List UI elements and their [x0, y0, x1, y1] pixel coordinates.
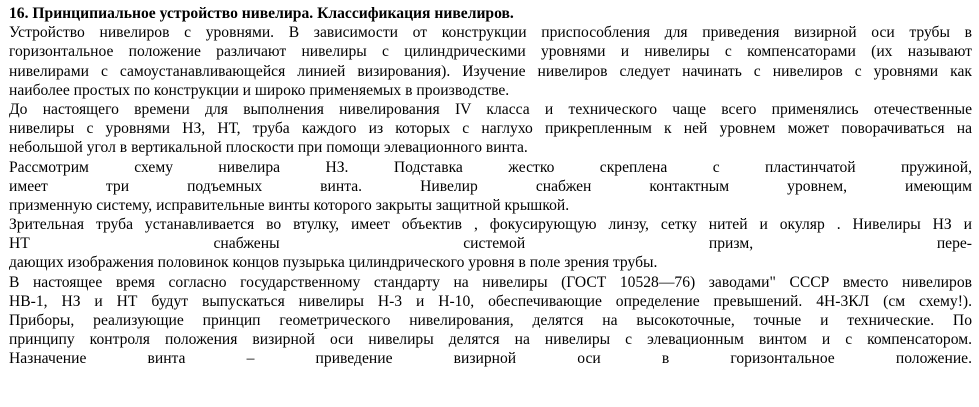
text-line: принципу контроля положения визирной оси нивелиры делятся на нивелиры с элевационным винтом и с компенсатором. — [9, 331, 972, 349]
document-body — [9, 4, 972, 369]
text-line: НТ снабжены системой призм, пере- — [9, 235, 972, 253]
text-line: горизонтальное положение различают нивелиры с цилиндрическими уровнями и нивелиры с компенсаторами (их называют — [9, 43, 972, 61]
text-line: небольшой угол в вертикальной плоскости при помощи элевационного винта. — [9, 139, 528, 157]
section-title: 16. Принципиальное устройство нивелира. Классификация нивелиров. — [9, 5, 514, 22]
text-line: Зрительная труба устанавливается во втулку, имеет объектив , фокусирующую линзу, сетку нитей и окуляр . Нивелиры НЗ и — [9, 216, 972, 234]
text-line: До настоящего времени для выполнения нивелирования IV класса и технического чаще всего применялись отечественные — [9, 100, 972, 118]
text-line: Приборы, реализующие принцип геометрического нивелирования, делятся на высокоточные, точные и технические. По — [9, 312, 972, 329]
text-line: призменную систему, исправительные винты которого закрыты защитной крышкой. — [9, 196, 570, 214]
text-line: Устройство нивелиров с уровнями. В зависимости от конструкции приспособления для приведения визирной оси трубы в — [9, 24, 972, 42]
text-line: Назначение винта – приведение визирной оси в горизонтальное положение. — [9, 350, 972, 368]
text-line: дающих изображения половинок концов пузырька цилиндрического уровня в поле зрения трубы. — [9, 254, 658, 272]
text-line: нивелирами с самоустанавливающейся линией визирования). Изучение нивелиров следует начинать с нивелиров с уровнями как — [9, 62, 972, 80]
text-line: Рассмотрим схему нивелира НЗ. Подставка жестко скреплена с пластинчатой пружиной, — [9, 158, 972, 176]
paragraph-lines — [9, 23, 972, 368]
text-line: НВ-1, НЗ и НТ будут выпускаться нивелиры Н-3 и Н-10, обеспечивающие определение превышений. 4Н-3КЛ (см схему!). — [9, 292, 972, 310]
text-line: наиболее простых по конструкции и широко применяемых в производстве. — [9, 81, 510, 99]
text-line: нивелиры с уровнями НЗ, НТ, труба каждого из которых с наглухо прикрепленным к ней уровнем может поворачиваться на — [9, 120, 972, 138]
text-line: В настоящее время согласно государственному стандарту на нивелиры (ГОСТ 10528—76) заводами" СССР вместо нивелиров — [9, 273, 972, 291]
text-line: имеет три подъемных винта. Нивелир снабжен контактным уровнем, имеющим — [9, 177, 972, 195]
